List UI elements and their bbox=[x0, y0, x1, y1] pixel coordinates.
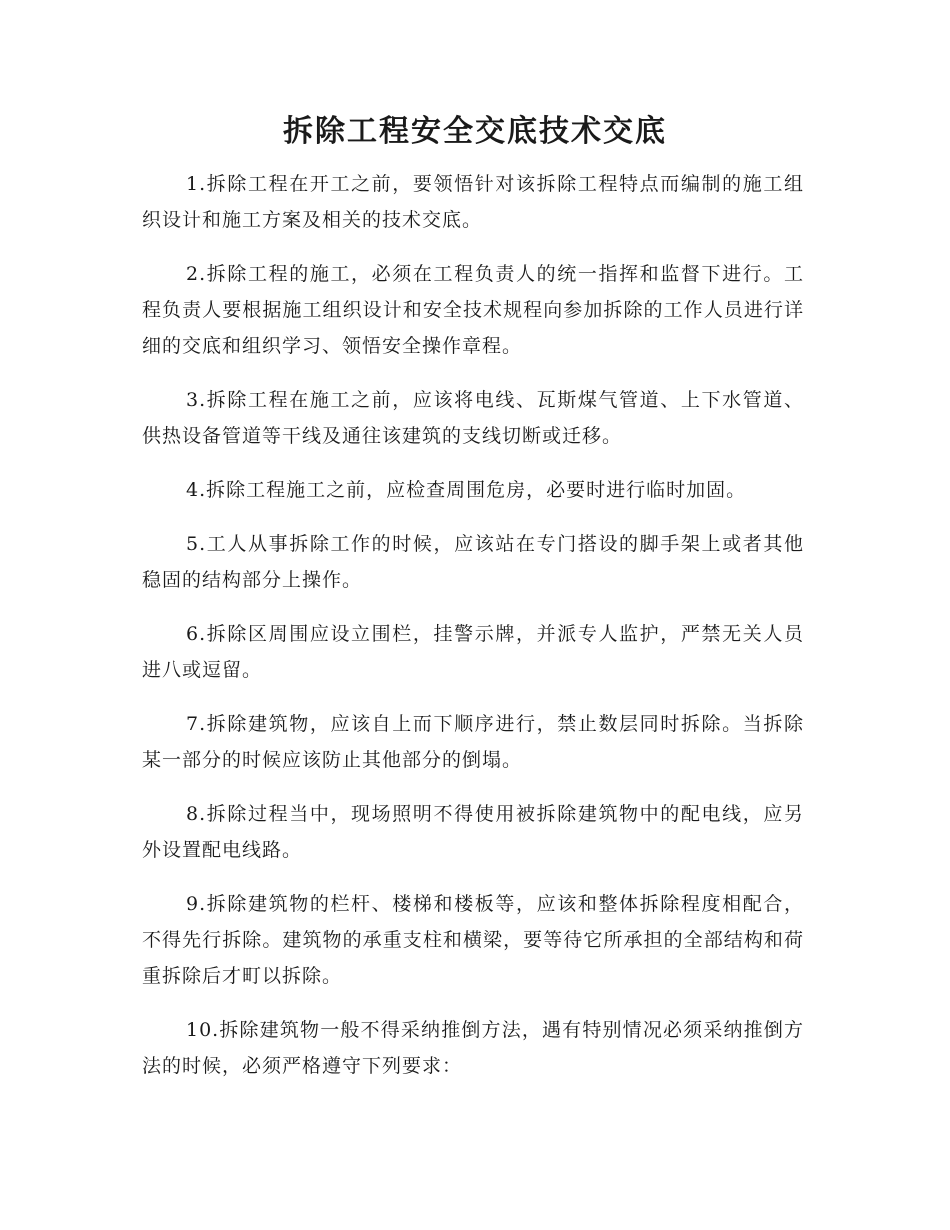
paragraph-5: 5.工人从事拆除工作的时候，应该站在专门搭设的脚手架上或者其他稳固的结构部分上操作。 bbox=[142, 533, 804, 591]
paragraph-7: 7.拆除建筑物，应该自上而下顺序进行，禁止数层同时拆除。当拆除某一部分的时候应该防止其他部分的倒塌。 bbox=[142, 713, 804, 771]
paragraph-3: 3.拆除工程在施工之前，应该将电线、瓦斯煤气管道、上下水管道、供热设备管道等干线及通往该建筑的支线切断或迁移。 bbox=[142, 389, 804, 447]
paragraph-9: 9.拆除建筑物的栏杆、楼梯和楼板等，应该和整体拆除程度相配合，不得先行拆除。建筑物的承重支柱和横梁，要等待它所承担的全部结构和荷重拆除后才町以拆除。 bbox=[142, 893, 804, 987]
paragraph-8: 8.拆除过程当中，现场照明不得使用被拆除建筑物中的配电线，应另外设置配电线路。 bbox=[142, 803, 804, 861]
paragraph-10: 10.拆除建筑物一般不得采纳推倒方法，遇有特别情况必须采纳推倒方法的时候，必须严格遵守下列要求： bbox=[142, 1019, 804, 1077]
paragraph-2: 2.拆除工程的施工，必须在工程负责人的统一指挥和监督下进行。工程负责人要根据施工组织设计和安全技术规程向参加拆除的工作人员进行详细的交底和组织学习、领悟安全操作章程。 bbox=[142, 263, 804, 357]
document-body bbox=[142, 166, 804, 1102]
paragraph-6: 6.拆除区周围应设立围栏，挂警示牌，并派专人监护，严禁无关人员进八或逗留。 bbox=[142, 623, 804, 681]
paragraph-1: 1.拆除工程在开工之前，要领悟针对该拆除工程特点而编制的施工组织设计和施工方案及相关的技术交底。 bbox=[142, 173, 804, 231]
paragraph-4: 4.拆除工程施工之前，应检查周围危房，必要时进行临时加固。 bbox=[186, 479, 747, 501]
document-title: 拆除工程安全交底技术交底 bbox=[283, 114, 667, 149]
